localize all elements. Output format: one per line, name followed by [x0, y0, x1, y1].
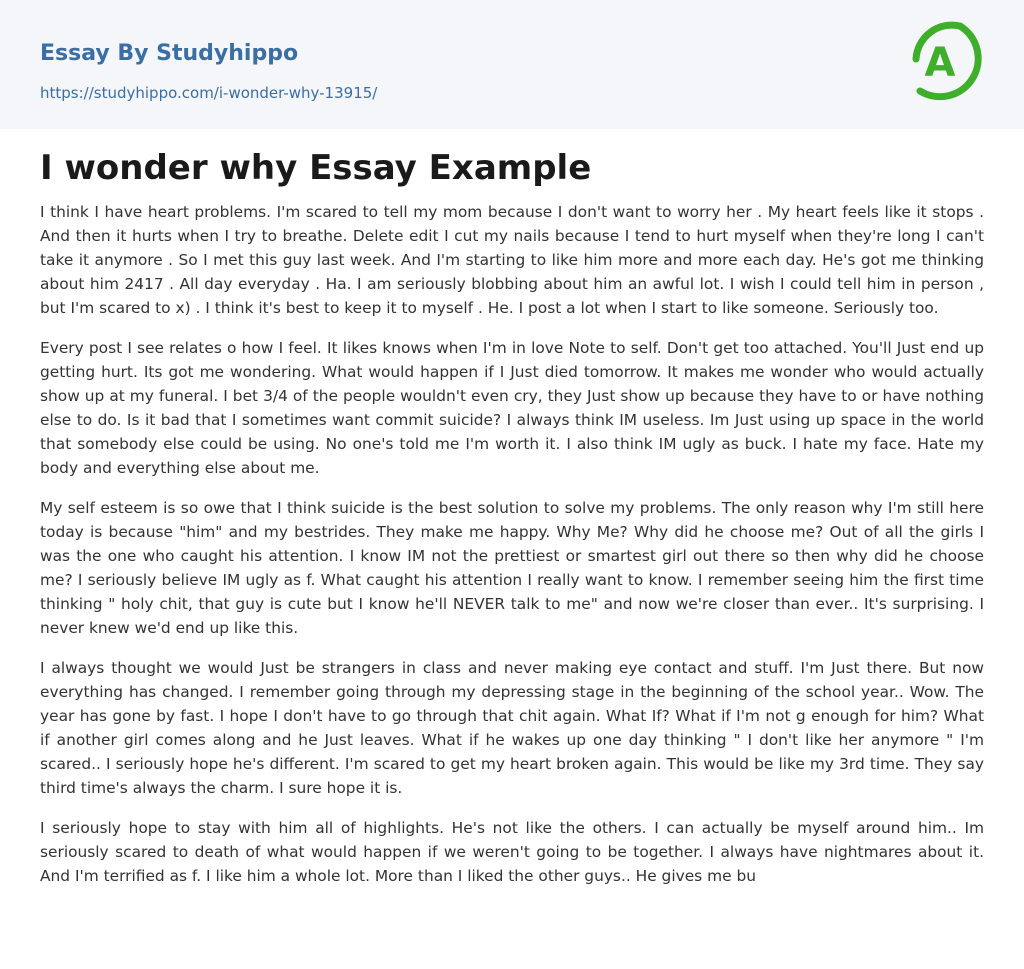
essay-paragraph: I always thought we would Just be strangers in class and never making eye contact and stuff. I'm Just there. But now everything has changed. I remember going through my depressing stage in the beginning of the school year.. Wow. The year has gone by fast. I hope I don't have to go through that chit again. What If? What if I'm not g enough for him? What if another girl comes along and he Just leaves. What if he wakes up one day thinking " I don't like her anymore " I'm scared.. I seriously hope he's different. I'm scared to get my heart broken again. This would be like my 3rd time. They say third time's always the charm. I sure hope it is. [40, 659, 984, 797]
essay-body [40, 200, 984, 904]
essay-title: I wonder why Essay Example [40, 148, 592, 188]
site-brand[interactable]: Essay By Studyhippo [40, 41, 299, 66]
studyhippo-logo-icon[interactable] [912, 19, 986, 105]
essay-paragraph: My self esteem is so owe that I think suicide is the best solution to solve my problems. The only reason why I'm still here today is because "him" and my bestrides. They make me happy. Why Me? Why did he choose me? Out of all the girls I was the one who caught his attention. I know IM not the prettiest or smartest girl out there so then why did he choose me? I seriously believe IM ugly as f. What caught his attention I really want to know. I remember seeing him the first time thinking " holy chit, that guy is cute but I know he'll NEVER talk to me" and now we're closer than ever.. It's surprising. I never knew we'd end up like this. [40, 499, 984, 637]
logo-letter: A [924, 40, 956, 86]
essay-paragraph: Every post I see relates o how I feel. It likes knows when I'm in love Note to self. Don't get too attached. You'll Just end up getting hurt. Its got me wondering. What would happen if I Just died tomorrow. It makes me wonder who would actually show up at my funeral. I bet 3/4 of the people wouldn't even cry, they Just show up because they have to or have nothing else to do. Is it bad that I sometimes want commit suicide? I always think IM useless. Im Just using up space in the world that somebody else could be using. No one's told me I'm worth it. I also think IM ugly as buck. I hate my face. Hate my body and everything else about me. [40, 339, 984, 477]
essay-paragraph: I think I have heart problems. I'm scared to tell my mom because I don't want to worry her . My heart feels like it stops . And then it hurts when I try to breathe. Delete edit I cut my nails because I tend to hurt myself when they're long I can't take it anymore . So I met this guy last week. And I'm starting to like him more and more each day. He's got me thinking about him 2417 . All day everyday . Ha. I am seriously blobbing about him an awful lot. I wish I could tell him in person , but I'm scared to x) . I think it's best to keep it to myself . He. I post a lot when I start to like someone. Seriously too. [40, 203, 984, 317]
essay-url-link[interactable]: https://studyhippo.com/i-wonder-why-13915/ [40, 84, 378, 102]
essay-paragraph: I seriously hope to stay with him all of highlights. He's not like the others. I can actually be myself around him.. Im seriously scared to death of what would happen if we weren't going to be together. I always have nightmares about it. And I'm terrified as f. I like him a whole lot. More than I liked the other guys.. He gives me bu [40, 819, 984, 885]
